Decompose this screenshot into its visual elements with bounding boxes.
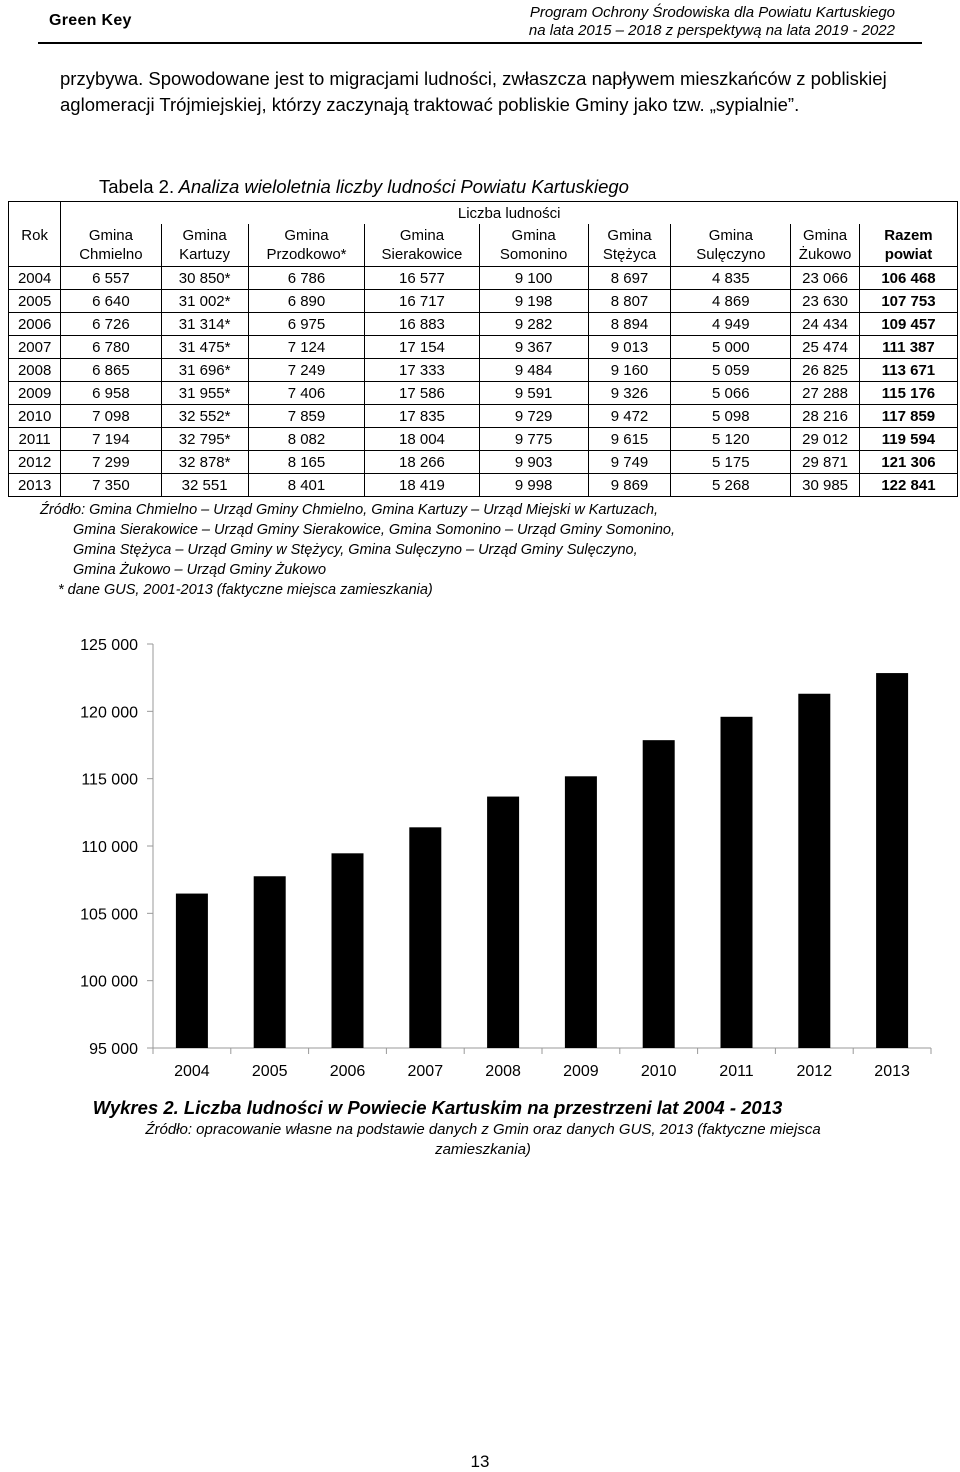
population-cell: 7 406 bbox=[248, 382, 365, 405]
y-tick-label: 120 000 bbox=[80, 704, 138, 722]
source-line: Źródło: Gmina Chmielno – Urząd Gminy Chmielno, Gmina Kartuzy – Urząd Miejski w Kartuzach, bbox=[40, 502, 659, 518]
population-cell: 8 894 bbox=[588, 313, 671, 336]
population-cell: 4 949 bbox=[671, 313, 791, 336]
population-cell: 24 434 bbox=[791, 313, 860, 336]
population-cell: 28 216 bbox=[791, 405, 860, 428]
population-cell: 6 975 bbox=[248, 313, 365, 336]
population-cell: 17 835 bbox=[365, 405, 479, 428]
population-cell: 8 082 bbox=[248, 428, 365, 451]
population-cell: 7 859 bbox=[248, 405, 365, 428]
population-cell: 32 551 bbox=[161, 474, 248, 497]
total-cell: 109 457 bbox=[859, 313, 957, 336]
bar bbox=[721, 717, 753, 1048]
header-rule bbox=[38, 42, 922, 44]
population-cell: 9 484 bbox=[479, 359, 588, 382]
population-cell: 9 100 bbox=[479, 267, 588, 290]
column-headers-row bbox=[9, 224, 958, 267]
year-cell: 2010 bbox=[9, 405, 61, 428]
population-cell: 32 795* bbox=[161, 428, 248, 451]
gus-footnote: * dane GUS, 2001-2013 (faktyczne miejsca zamieszkania) bbox=[58, 582, 433, 598]
x-tick-label: 2006 bbox=[329, 1063, 366, 1080]
x-tick-label: 2008 bbox=[485, 1063, 521, 1080]
bar bbox=[409, 827, 441, 1048]
population-cell: 30 985 bbox=[791, 474, 860, 497]
bar bbox=[254, 876, 286, 1048]
table-caption bbox=[99, 176, 629, 198]
population-cell: 25 474 bbox=[791, 336, 860, 359]
population-cell: 16 717 bbox=[365, 290, 479, 313]
source-line: Gmina Sierakowice – Urząd Gminy Sierakowice, Gmina Somonino – Urząd Gminy Somonino, bbox=[73, 522, 675, 538]
population-cell: 9 282 bbox=[479, 313, 588, 336]
population-cell: 17 586 bbox=[365, 382, 479, 405]
population-cell: 9 869 bbox=[588, 474, 671, 497]
y-tick-label: 95 000 bbox=[89, 1041, 138, 1058]
population-cell: 6 640 bbox=[61, 290, 161, 313]
column-header: Gmina Przodkowo* bbox=[248, 224, 365, 267]
population-cell: 6 780 bbox=[61, 336, 161, 359]
population-cell: 9 591 bbox=[479, 382, 588, 405]
table-body bbox=[9, 267, 958, 497]
total-cell: 117 859 bbox=[859, 405, 957, 428]
year-cell: 2008 bbox=[9, 359, 61, 382]
table-caption-title: Analiza wieloletnia liczby ludności Powiatu Kartuskiego bbox=[178, 176, 629, 197]
bar bbox=[565, 776, 597, 1048]
population-cell: 6 865 bbox=[61, 359, 161, 382]
source-line: Gmina Żukowo – Urząd Gminy Żukowo bbox=[73, 562, 327, 578]
x-tick-label: 2012 bbox=[796, 1063, 833, 1080]
bar bbox=[487, 797, 519, 1048]
year-cell: 2013 bbox=[9, 474, 61, 497]
bar bbox=[643, 740, 675, 1048]
total-cell: 122 841 bbox=[859, 474, 957, 497]
table-row bbox=[9, 451, 958, 474]
population-cell: 5 066 bbox=[671, 382, 791, 405]
total-cell: 115 176 bbox=[859, 382, 957, 405]
population-cell: 31 955* bbox=[161, 382, 248, 405]
x-tick-label: 2004 bbox=[174, 1063, 210, 1080]
table-row bbox=[9, 336, 958, 359]
population-cell: 5 059 bbox=[671, 359, 791, 382]
population-table bbox=[8, 201, 958, 497]
column-header: Gmina Żukowo bbox=[791, 224, 860, 267]
y-tick-label: 100 000 bbox=[80, 973, 138, 991]
population-cell: 9 160 bbox=[588, 359, 671, 382]
population-cell: 17 333 bbox=[365, 359, 479, 382]
population-cell: 6 958 bbox=[61, 382, 161, 405]
y-tick-label: 115 000 bbox=[81, 771, 138, 789]
chart-caption: Wykres 2. Liczba ludności w Powiecie Kartuskim na przestrzeni lat 2004 - 2013 bbox=[92, 1097, 783, 1118]
total-cell: 107 753 bbox=[859, 290, 957, 313]
population-cell: 9 326 bbox=[588, 382, 671, 405]
chart-source: Źródło: opracowanie własne na podstawie danych z Gmin oraz danych GUS, 2013 (faktyczne miejsca zamieszkania) bbox=[145, 1121, 821, 1158]
population-cell: 9 615 bbox=[588, 428, 671, 451]
intro-paragraph: przybywa. Spowodowane jest to migracjami ludności, zwłaszcza napływem mieszkańców z pobliskiej aglomeracji Trójmiejskiej, którzy zaczynają traktować pobliskie Gminy jako tzw. „sypialnie”. bbox=[60, 68, 887, 115]
population-cell: 6 890 bbox=[248, 290, 365, 313]
population-cell: 9 198 bbox=[479, 290, 588, 313]
population-cell: 6 557 bbox=[61, 267, 161, 290]
program-title bbox=[529, 4, 895, 40]
brand-name: Green Key bbox=[49, 12, 132, 29]
year-cell: 2011 bbox=[9, 428, 61, 451]
population-cell: 7 194 bbox=[61, 428, 161, 451]
year-cell: 2007 bbox=[9, 336, 61, 359]
population-cell: 5 000 bbox=[671, 336, 791, 359]
y-tick-label: 105 000 bbox=[80, 906, 138, 924]
population-cell: 17 154 bbox=[365, 336, 479, 359]
population-cell: 27 288 bbox=[791, 382, 860, 405]
population-cell: 23 066 bbox=[791, 267, 860, 290]
year-cell: 2012 bbox=[9, 451, 61, 474]
page-number: 13 bbox=[470, 1452, 490, 1471]
table-row bbox=[9, 405, 958, 428]
population-cell: 9 775 bbox=[479, 428, 588, 451]
year-cell: 2009 bbox=[9, 382, 61, 405]
x-tick-label: 2010 bbox=[640, 1063, 677, 1080]
total-cell: 111 387 bbox=[859, 336, 957, 359]
population-cell: 7 098 bbox=[61, 405, 161, 428]
population-cell: 7 350 bbox=[61, 474, 161, 497]
y-tick-label: 125 000 bbox=[80, 637, 138, 654]
population-cell: 7 124 bbox=[248, 336, 365, 359]
population-cell: 18 004 bbox=[365, 428, 479, 451]
program-title-line1: Program Ochrony Środowiska dla Powiatu Kartuskiego bbox=[529, 4, 895, 21]
table-row bbox=[9, 359, 958, 382]
bar bbox=[798, 694, 830, 1048]
x-tick-label: 2007 bbox=[407, 1063, 444, 1080]
rok-header: Rok bbox=[9, 202, 61, 267]
population-cell: 16 577 bbox=[365, 267, 479, 290]
table-row bbox=[9, 428, 958, 451]
column-header: Gmina Chmielno bbox=[61, 224, 161, 267]
population-cell: 9 903 bbox=[479, 451, 588, 474]
total-cell: 106 468 bbox=[859, 267, 957, 290]
total-cell: 121 306 bbox=[859, 451, 957, 474]
population-cell: 6 786 bbox=[248, 267, 365, 290]
population-cell: 9 729 bbox=[479, 405, 588, 428]
table-caption-label: Tabela 2. bbox=[99, 176, 175, 197]
population-bar-chart bbox=[0, 625, 960, 1095]
x-tick-label: 2011 bbox=[719, 1063, 754, 1080]
group-header: Liczba ludności bbox=[61, 202, 958, 225]
y-tick-label: 110 000 bbox=[81, 839, 138, 856]
population-cell: 26 825 bbox=[791, 359, 860, 382]
column-header: Gmina Kartuzy bbox=[161, 224, 248, 267]
table-row bbox=[9, 382, 958, 405]
population-cell: 4 835 bbox=[671, 267, 791, 290]
total-header: Razem powiat bbox=[859, 224, 957, 267]
population-cell: 23 630 bbox=[791, 290, 860, 313]
source-line: Gmina Stężyca – Urząd Gminy w Stężycy, Gmina Sulęczyno – Urząd Gminy Sulęczyno, bbox=[73, 542, 638, 558]
population-cell: 31 696* bbox=[161, 359, 248, 382]
population-cell: 5 120 bbox=[671, 428, 791, 451]
population-cell: 29 871 bbox=[791, 451, 860, 474]
population-cell: 9 749 bbox=[588, 451, 671, 474]
population-cell: 16 883 bbox=[365, 313, 479, 336]
total-cell: 113 671 bbox=[859, 359, 957, 382]
x-tick-label: 2013 bbox=[874, 1063, 910, 1080]
program-title-line2: na lata 2015 – 2018 z perspektywą na lata 2019 - 2022 bbox=[528, 22, 895, 39]
population-cell: 18 266 bbox=[365, 451, 479, 474]
column-header: Gmina Sierakowice bbox=[365, 224, 479, 267]
population-cell: 6 726 bbox=[61, 313, 161, 336]
population-cell: 9 472 bbox=[588, 405, 671, 428]
population-cell: 5 175 bbox=[671, 451, 791, 474]
population-cell: 5 268 bbox=[671, 474, 791, 497]
table-row bbox=[9, 267, 958, 290]
population-cell: 8 165 bbox=[248, 451, 365, 474]
table-row bbox=[9, 290, 958, 313]
table-row bbox=[9, 474, 958, 497]
population-cell: 31 475* bbox=[161, 336, 248, 359]
x-tick-label: 2005 bbox=[251, 1063, 288, 1080]
bar bbox=[876, 673, 908, 1048]
population-cell: 32 878* bbox=[161, 451, 248, 474]
population-cell: 29 012 bbox=[791, 428, 860, 451]
total-cell: 119 594 bbox=[859, 428, 957, 451]
table-row bbox=[9, 313, 958, 336]
population-cell: 8 807 bbox=[588, 290, 671, 313]
population-cell: 7 299 bbox=[61, 451, 161, 474]
page-header bbox=[0, 0, 960, 44]
column-header: Gmina Stężyca bbox=[588, 224, 671, 267]
population-cell: 8 401 bbox=[248, 474, 365, 497]
year-cell: 2006 bbox=[9, 313, 61, 336]
population-cell: 9 367 bbox=[479, 336, 588, 359]
bar bbox=[176, 894, 208, 1048]
population-cell: 5 098 bbox=[671, 405, 791, 428]
population-cell: 31 002* bbox=[161, 290, 248, 313]
column-header: Gmina Sulęczyno bbox=[671, 224, 791, 267]
table-sources bbox=[40, 500, 675, 600]
population-cell: 7 249 bbox=[248, 359, 365, 382]
year-cell: 2005 bbox=[9, 290, 61, 313]
population-cell: 32 552* bbox=[161, 405, 248, 428]
population-cell: 30 850* bbox=[161, 267, 248, 290]
population-cell: 8 697 bbox=[588, 267, 671, 290]
population-cell: 9 998 bbox=[479, 474, 588, 497]
population-cell: 18 419 bbox=[365, 474, 479, 497]
bar bbox=[332, 853, 364, 1048]
population-cell: 31 314* bbox=[161, 313, 248, 336]
population-cell: 4 869 bbox=[671, 290, 791, 313]
x-tick-label: 2009 bbox=[563, 1063, 599, 1080]
column-header: Gmina Somonino bbox=[479, 224, 588, 267]
population-cell: 9 013 bbox=[588, 336, 671, 359]
year-cell: 2004 bbox=[9, 267, 61, 290]
